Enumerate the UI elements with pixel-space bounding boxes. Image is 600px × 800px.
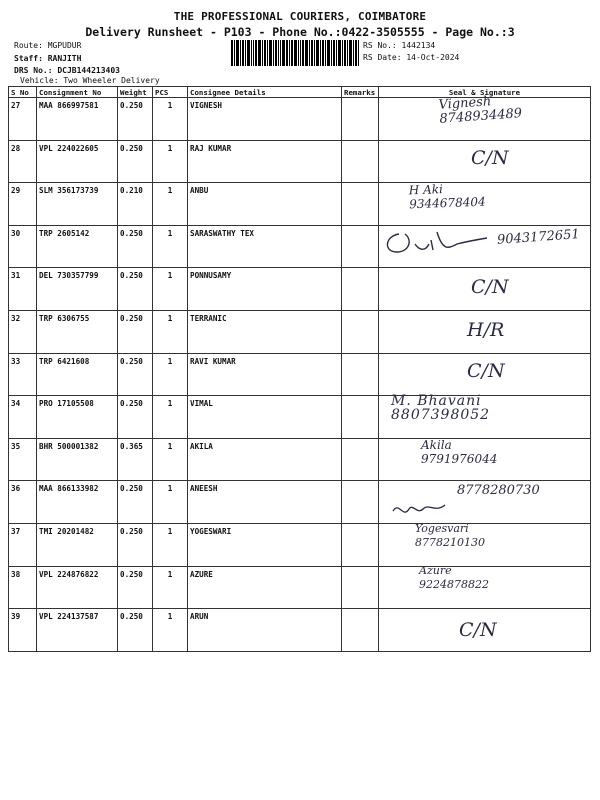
cell-signature xyxy=(379,310,591,353)
handwritten-signature: Yogesvari 8778210130 xyxy=(415,521,485,549)
handwritten-signature: Vignesh 8748934489 xyxy=(438,94,523,127)
table-row xyxy=(9,609,591,652)
cell-sno: 29 xyxy=(9,183,37,226)
cell-weight: 0.250 xyxy=(118,98,153,141)
cell-pcs: 1 xyxy=(153,310,188,353)
cell-consignee: VIMAL xyxy=(188,396,342,439)
cell-sno: 39 xyxy=(9,609,37,652)
cell-pcs: 1 xyxy=(153,225,188,268)
cell-remarks xyxy=(342,268,379,311)
cell-signature xyxy=(379,393,591,439)
col-header-consignee: Consignee Details xyxy=(188,87,342,98)
cell-signature xyxy=(379,140,591,183)
handwritten-signature: M. Bhavani 8807398052 xyxy=(391,393,491,424)
cell-pcs: 1 xyxy=(153,481,188,524)
cell-signature xyxy=(379,609,591,652)
table-row xyxy=(9,98,591,141)
cell-weight: 0.250 xyxy=(118,225,153,268)
col-header-signature: Seal & Signature xyxy=(379,87,591,98)
col-header-consignment: Consignment No xyxy=(37,87,118,98)
table-row xyxy=(9,566,591,609)
cell-signature xyxy=(379,183,591,226)
cell-weight: 0.210 xyxy=(118,183,153,226)
cell-consignee: AZURE xyxy=(188,566,342,609)
cell-consignment: BHR 500001382 xyxy=(37,438,118,481)
cell-consignee: ANBU xyxy=(188,183,342,226)
company-title: THE PROFESSIONAL COURIERS, COIMBATORE xyxy=(173,10,427,23)
cell-sno: 38 xyxy=(9,566,37,609)
cell-sno: 31 xyxy=(9,268,37,311)
route-label: Route: MGPUDUR xyxy=(14,41,82,50)
cell-remarks xyxy=(342,438,379,481)
col-header-remarks: Remarks xyxy=(342,87,379,98)
handwritten-signature: C/N xyxy=(471,146,509,169)
cell-consignee: ARUN xyxy=(188,609,342,652)
handwritten-signature: C/N xyxy=(471,276,509,299)
handwritten-signature: Azure 9224878822 xyxy=(419,563,489,591)
cell-consignee: TERRANIC xyxy=(188,310,342,353)
cell-weight: 0.250 xyxy=(118,609,153,652)
cell-remarks xyxy=(342,98,379,141)
cell-weight: 0.250 xyxy=(118,268,153,311)
handwritten-signature: 8778280730 xyxy=(457,483,540,499)
cell-remarks xyxy=(342,183,379,226)
col-header-pcs: PCS xyxy=(153,87,188,98)
signature-scribble xyxy=(389,497,449,521)
cell-signature xyxy=(379,438,591,481)
cell-weight: 0.250 xyxy=(118,396,153,439)
cell-pcs: 1 xyxy=(153,98,188,141)
cell-consignee: RAVI KUMAR xyxy=(188,353,342,396)
table-row xyxy=(9,438,591,481)
handwritten-signature: C/N xyxy=(459,619,497,642)
cell-sno: 27 xyxy=(9,98,37,141)
cell-weight: 0.250 xyxy=(118,566,153,609)
cell-sno: 35 xyxy=(9,438,37,481)
cell-sno: 30 xyxy=(9,225,37,268)
handwritten-signature: Akila 9791976044 xyxy=(421,437,498,466)
cell-remarks xyxy=(342,353,379,396)
cell-weight: 0.250 xyxy=(118,481,153,524)
cell-sno: 32 xyxy=(9,310,37,353)
signature-scribble xyxy=(379,222,489,264)
cell-signature xyxy=(379,353,591,396)
cell-remarks xyxy=(342,396,379,439)
table-row xyxy=(9,183,591,226)
cell-signature xyxy=(379,523,591,566)
cell-remarks xyxy=(342,609,379,652)
cell-remarks xyxy=(342,310,379,353)
cell-signature xyxy=(379,94,591,141)
staff-label: Staff: RANJITH xyxy=(14,54,82,63)
cell-signature xyxy=(379,481,591,524)
cell-pcs: 1 xyxy=(153,353,188,396)
cell-consignee: PONNUSAMY xyxy=(188,268,342,311)
table-row xyxy=(9,310,591,353)
table-row xyxy=(9,396,591,439)
cell-consignment: MAA 866997581 xyxy=(37,98,118,141)
cell-sno: 28 xyxy=(9,140,37,183)
cell-weight: 0.365 xyxy=(118,438,153,481)
vehicle-label: Vehicle: Two Wheeler Delivery xyxy=(20,76,160,85)
cell-consignment: MAA 866133982 xyxy=(37,481,118,524)
cell-pcs: 1 xyxy=(153,609,188,652)
cell-weight: 0.250 xyxy=(118,310,153,353)
col-header-weight: Weight xyxy=(118,87,153,98)
cell-pcs: 1 xyxy=(153,140,188,183)
table-row xyxy=(9,140,591,183)
cell-pcs: 1 xyxy=(153,183,188,226)
cell-consignee: ANEESH xyxy=(188,481,342,524)
runsheet-table xyxy=(8,86,591,652)
cell-consignee: RAJ KUMAR xyxy=(188,140,342,183)
cell-consignment: TRP 6421608 xyxy=(37,353,118,396)
cell-consignment: TMI 20201482 xyxy=(37,523,118,566)
table-row xyxy=(9,353,591,396)
drs-label: DRS No.: DCJB144213403 xyxy=(14,66,120,75)
cell-remarks xyxy=(342,566,379,609)
cell-weight: 0.250 xyxy=(118,140,153,183)
cell-weight: 0.250 xyxy=(118,353,153,396)
handwritten-signature: 9043172651 xyxy=(496,226,581,248)
cell-remarks xyxy=(342,225,379,268)
cell-pcs: 1 xyxy=(153,438,188,481)
cell-sno: 36 xyxy=(9,481,37,524)
cell-pcs: 1 xyxy=(153,566,188,609)
cell-pcs: 1 xyxy=(153,523,188,566)
cell-signature xyxy=(379,225,591,268)
cell-consignee: AKILA xyxy=(188,438,342,481)
table-row xyxy=(9,523,591,566)
cell-consignee: SARASWATHY TEX xyxy=(188,225,342,268)
cell-signature xyxy=(379,268,591,311)
cell-consignment: SLM 356173739 xyxy=(37,183,118,226)
cell-consignment: VPL 224022605 xyxy=(37,140,118,183)
cell-sno: 34 xyxy=(9,396,37,439)
col-header-sno: S No xyxy=(9,87,37,98)
runsheet-title: Delivery Runsheet - P103 - Phone No.:0422-3505555 - Page No.:3 xyxy=(85,25,515,39)
cell-remarks xyxy=(342,140,379,183)
cell-sno: 37 xyxy=(9,523,37,566)
cell-pcs: 1 xyxy=(153,268,188,311)
cell-consignment: DEL 730357799 xyxy=(37,268,118,311)
cell-weight: 0.250 xyxy=(118,523,153,566)
cell-consignee: YOGESWARI xyxy=(188,523,342,566)
cell-pcs: 1 xyxy=(153,396,188,439)
handwritten-signature: C/N xyxy=(467,359,505,382)
table-row xyxy=(9,225,591,268)
cell-consignment: VPL 224876822 xyxy=(37,566,118,609)
handwritten-signature: H/R xyxy=(467,318,505,341)
cell-sno: 33 xyxy=(9,353,37,396)
cell-consignment: PRO 17105508 xyxy=(37,396,118,439)
table-row xyxy=(9,268,591,311)
barcode-image xyxy=(231,40,359,66)
rs-no-label: RS No.: 1442134 xyxy=(363,41,436,50)
table-row xyxy=(9,481,591,524)
rs-date-label: RS Date: 14-Oct-2024 xyxy=(363,53,460,62)
cell-consignment: TRP 6306755 xyxy=(37,310,118,353)
cell-consignment: TRP 2605142 xyxy=(37,225,118,268)
cell-signature xyxy=(379,563,591,609)
cell-remarks xyxy=(342,481,379,524)
handwritten-signature: H Aki 9344678404 xyxy=(408,182,486,212)
cell-remarks xyxy=(342,523,379,566)
cell-consignment: VPL 224137587 xyxy=(37,609,118,652)
cell-consignee: VIGNESH xyxy=(188,98,342,141)
